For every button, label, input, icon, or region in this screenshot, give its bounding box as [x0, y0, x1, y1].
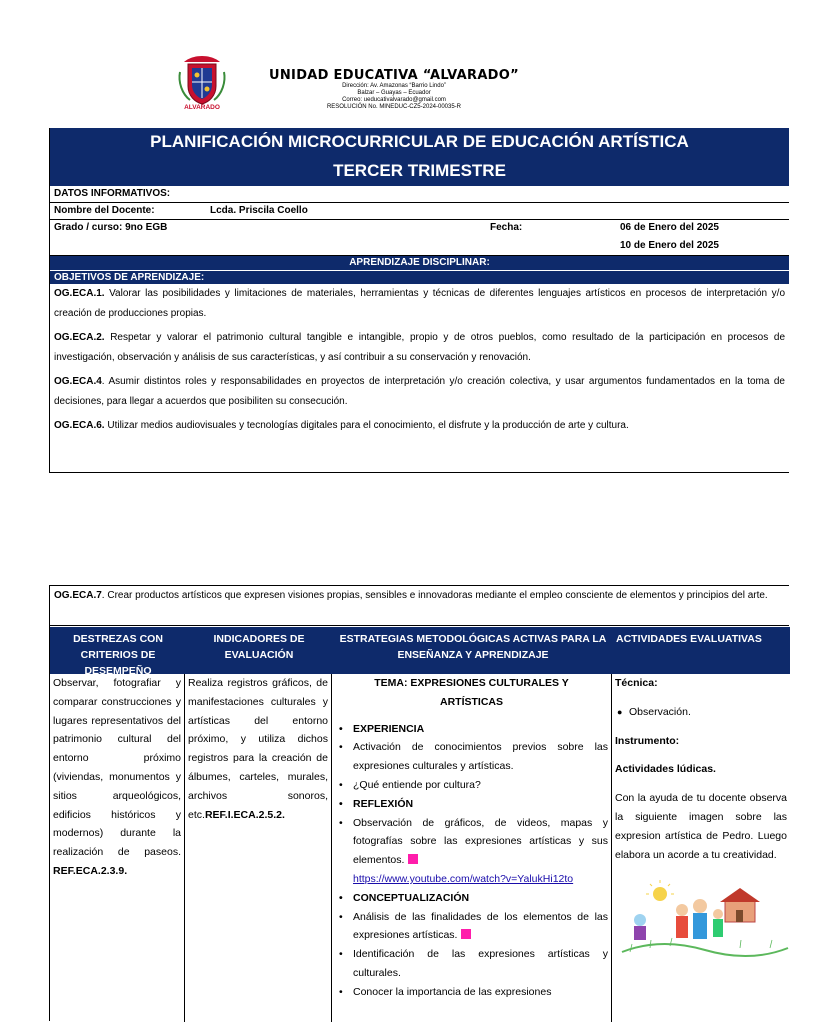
objective-text: Valorar las posibilidades y limitaciones de materiales, herramientas y técnicas de diferentes lenguajes artísticos en procesos de interpretación y/o creación de producciones propias.: [54, 288, 785, 319]
column-header-destrezas: DESTREZAS CON CRITERIOS DE DESEMPEÑO: [73, 633, 163, 677]
list-item: • Conocer la importancia de las expresiones: [335, 983, 608, 1002]
comment-marker: [408, 854, 418, 864]
date-end: 10 de Enero del 2025: [620, 240, 719, 251]
info-section-row: [50, 186, 789, 203]
actividades-text: Con la ayuda de tu docente observa la siguiente imagen sobre las expresion artística de Pedro. Luego elabora un acorde a tu creatividad.: [615, 792, 787, 861]
actividades-cell: [612, 674, 790, 1022]
indicadores-text: Realiza registros gráficos, de manifestaciones culturales y artísticas del entorno próximo, y utiliza dichos registros para la creación de álbumes, carteles, murales, archivos sonoros,: [188, 677, 328, 802]
teacher-value: Lcda. Priscila Coello: [210, 205, 308, 216]
destrezas-ref: REF.ECA.2.3.9.: [53, 864, 128, 877]
page-title: PLANIFICACIÓN MICROCURRICULAR DE EDUCACIÓN ARTÍSTICA: [150, 132, 689, 151]
column-header-indicadores: INDICADORES DE EVALUACIÓN: [213, 633, 305, 661]
indicadores-cell: [185, 674, 332, 1022]
teacher-row: [50, 203, 789, 220]
objective-7: [50, 586, 789, 626]
grade-label: Grado / curso: 9no EGB: [54, 222, 168, 233]
columns-body: [50, 674, 790, 1022]
objective-6: [50, 416, 789, 436]
svg-text:ALVARADO: ALVARADO: [184, 104, 220, 111]
objective-text: . Asumir distintos roles y responsabilidades en proyectos de interpretación y/o creación colectiva, y usar argumentos fundamentados en la toma de decisiones, para llegar a acuerdos que posibiliten su consecución.: [54, 376, 785, 407]
objective-code: OG.ECA.7: [54, 590, 102, 601]
tecnica-label: Técnica:: [615, 677, 658, 689]
objective-text: . Crear productos artísticos que expresen visiones propias, sensibles e innovadoras mediante el empleo consciente de elementos y principios del arte.: [101, 590, 768, 601]
objective-2: [50, 328, 789, 368]
list-item: • Identificación de las expresiones artísticas y culturales.: [335, 945, 608, 983]
objective-text: Respetar y valorar el patrimonio cultural tangible e intangible, propio y de otros pueblos, como resultado de la participación en procesos de investigación, observación y análisis de sus características, y así contribuir a su conservación y renovación.: [54, 332, 785, 363]
school-city: Balzar – Guayas – Ecuador: [357, 90, 431, 96]
objective-code: OG.ECA.6.: [54, 420, 105, 431]
indicadores-ref: REF.I.ECA.2.5.2.: [204, 808, 285, 821]
planning-table: [49, 128, 789, 473]
list-item: • EXPERIENCIA: [335, 720, 608, 739]
page-subtitle: TERCER TRIMESTRE: [333, 161, 506, 180]
destrezas-text: Observar, fotografiar y comparar construcciones y lugares representativos del patrimonio cultural del entorno próximo (viviendas, monumentos y sitios arqueológicos, edificios históricos y modernos) durante la realización de paseos.: [53, 677, 181, 859]
estrategias-theme: TEMA: EXPRESIONES CULTURALES Y ARTÍSTICAS: [374, 677, 569, 708]
objective-1: [50, 284, 789, 324]
list-item: [335, 908, 608, 946]
instrumento-label: Instrumento:: [615, 734, 680, 747]
column-header-estrategias: ESTRATEGIAS METODOLÓGICAS ACTIVAS PARA LA ENSEÑANZA Y APRENDIZAJE: [339, 633, 607, 661]
planning-table-continued: [49, 585, 789, 1021]
children-drawing-image: [620, 882, 790, 962]
estrategias-list: [335, 720, 608, 1002]
objective-code: OG.ECA.1.: [54, 288, 105, 299]
indicadores-ref-prefix: etc.: [188, 808, 205, 821]
list-item: • Activación de conocimientos previos sobre las expresiones culturales y artísticas.: [335, 738, 608, 776]
school-address: Dirección: Av. Amazonas “Barrio Lindo”: [342, 83, 446, 89]
list-item: • CONCEPTUALIZACIÓN: [335, 889, 608, 908]
list-item-text: Análisis de las finalidades de los elementos de las expresiones artísticas.: [353, 910, 608, 942]
list-item: • REFLEXIÓN: [335, 795, 608, 814]
list-item: [335, 814, 608, 870]
columns-header: [50, 627, 790, 677]
school-info: [244, 68, 544, 111]
comment-marker: [461, 929, 471, 939]
objective-code: OG.ECA.4: [54, 376, 102, 387]
estrategias-cell: [332, 674, 612, 1022]
objectives-band: OBJETIVOS DE APRENDIZAJE:: [50, 270, 789, 284]
destrezas-cell: [50, 674, 185, 1022]
tecnica-value: ● Observación.: [615, 703, 787, 722]
date-label: Fecha:: [490, 222, 523, 233]
school-logo: [176, 52, 228, 110]
column-header-actividades: ACTIVIDADES EVALUATIVAS: [616, 633, 762, 645]
info-section-label: DATOS INFORMATIVOS:: [54, 188, 171, 199]
list-item: • ¿Qué entiende por cultura?: [335, 776, 608, 795]
objective-4: [50, 372, 789, 412]
title-band: [50, 128, 789, 186]
objective-text: Utilizar medios audiovisuales y tecnologías digitales para el conocimiento, el disfrute y la producción de arte y cultura.: [104, 420, 629, 431]
school-email: Correo: ueducativalvarado@gmail.com: [342, 97, 446, 103]
disciplinar-band: APRENDIZAJE DISCIPLINAR:: [50, 256, 789, 270]
school-name: UNIDAD EDUCATIVA “ALVARADO”: [269, 68, 519, 83]
teacher-label: Nombre del Docente:: [54, 205, 155, 216]
actividades-label: Actividades lúdicas.: [615, 763, 716, 776]
objective-code: OG.ECA.2.: [54, 332, 105, 343]
list-item-text: Observación de gráficos, de videos, mapas y fotografías sobre las expresiones artísticas y sus elementos.: [353, 816, 608, 867]
video-link[interactable]: https://www.youtube.com/watch?v=YalukHi12to: [353, 872, 574, 885]
document-header: [176, 52, 596, 114]
grade-date-row: [50, 220, 789, 256]
school-resolution: RESOLUCIÓN No. MINEDUC-CZ5-2024-00035-R: [326, 104, 462, 110]
date-start: 06 de Enero del 2025: [620, 222, 719, 233]
